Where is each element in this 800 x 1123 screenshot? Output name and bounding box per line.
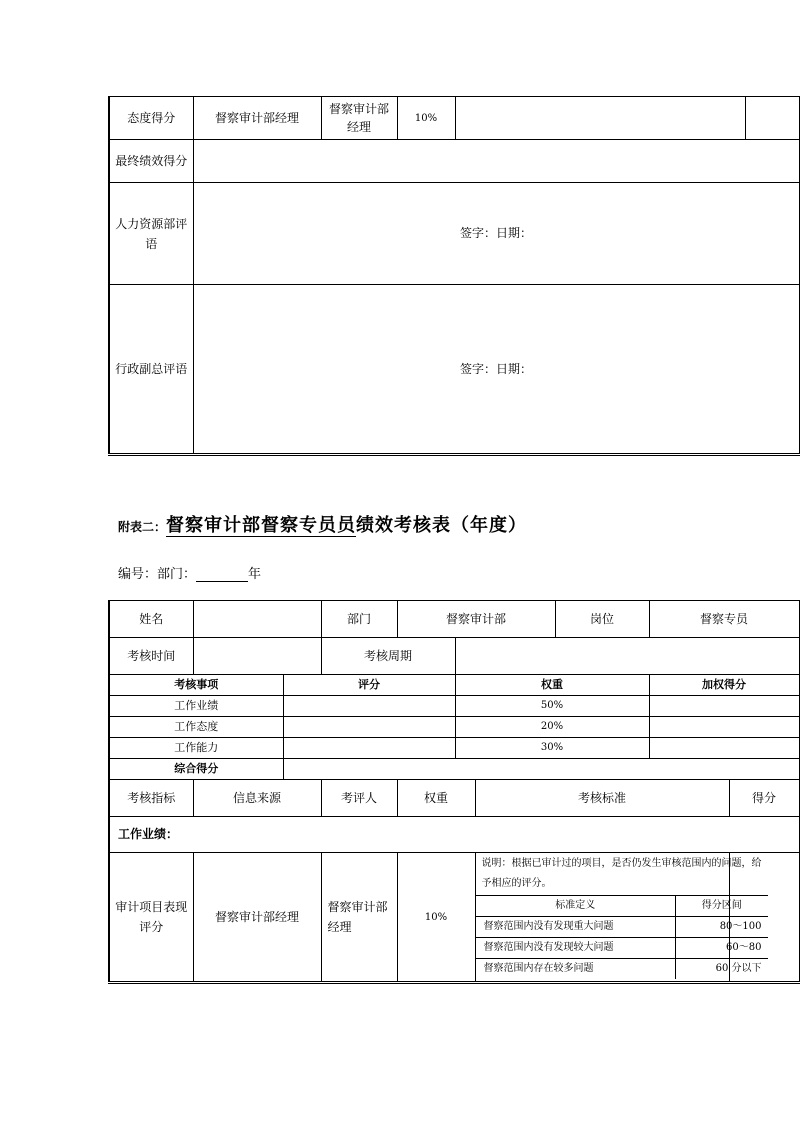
- summary-header-item: 考核事项: [109, 675, 283, 696]
- total-score-value: [283, 759, 799, 780]
- vp-signature: 签字：日期：: [193, 285, 799, 455]
- summary-score: [283, 717, 455, 738]
- std-range-header: 得分区间: [676, 895, 768, 916]
- std-range: 60 分以下: [676, 958, 768, 979]
- summary-header-weighted: 加权得分: [649, 675, 799, 696]
- std-def: 督察范围内没有发现较大问题: [476, 937, 676, 958]
- summary-weight: 50%: [455, 696, 649, 717]
- name-label: 姓名: [109, 601, 193, 638]
- attitude-rater: 督察审计部经理: [321, 97, 397, 140]
- audit-weight: 10%: [397, 853, 475, 983]
- audit-item-label: 审计项目表现评分: [109, 853, 193, 983]
- number-line: [118, 563, 261, 582]
- year-blank: [196, 567, 248, 582]
- audit-standard-cell: [475, 853, 762, 983]
- summary-item: 工作态度: [109, 717, 283, 738]
- standard-subtable: [476, 853, 768, 979]
- attitude-score-cell: [745, 97, 799, 140]
- source-header: 信息来源: [193, 780, 321, 817]
- dept-label: 部门: [321, 601, 397, 638]
- rater-header: 考评人: [321, 780, 397, 817]
- score-header: 得分: [729, 780, 799, 817]
- final-score-label: 最终绩效得分: [109, 140, 193, 183]
- time-label: 考核时间: [109, 638, 193, 675]
- std-def: 督察范围内存在较多问题: [476, 958, 676, 979]
- summary-item: 工作能力: [109, 738, 283, 759]
- attitude-weight: 10%: [397, 97, 455, 140]
- summary-weighted: [649, 738, 799, 759]
- year-label: 年: [248, 567, 262, 582]
- attitude-source: 督察审计部经理: [193, 97, 321, 140]
- std-def: 督察范围内没有发现重大问题: [476, 916, 676, 937]
- weight-header: 权重: [397, 780, 475, 817]
- summary-weighted: [649, 696, 799, 717]
- attitude-standard-cell: [455, 97, 745, 140]
- summary-weighted: [649, 717, 799, 738]
- std-range: 80～100: [676, 916, 768, 937]
- std-range: 60～80: [676, 937, 768, 958]
- audit-rater: 督察审计部经理: [321, 853, 397, 983]
- section-performance-label: 工作业绩：: [109, 817, 799, 853]
- summary-score: [283, 696, 455, 717]
- summary-weight: 30%: [455, 738, 649, 759]
- dept-value: 督察审计部: [397, 601, 555, 638]
- name-value: [193, 601, 321, 638]
- annual-evaluation-table: [108, 600, 800, 984]
- hr-comment-label: 人力资源部评语: [109, 183, 193, 285]
- period-value: [455, 638, 799, 675]
- hr-signature: 签字：日期：: [193, 183, 799, 285]
- period-label: 考核周期: [321, 638, 455, 675]
- summary-item: 工作业绩: [109, 696, 283, 717]
- vp-comment-label: 行政副总评语: [109, 285, 193, 455]
- attitude-score-label: 态度得分: [109, 97, 193, 140]
- audit-source: 督察审计部经理: [193, 853, 321, 983]
- post-value: 督察专员: [649, 601, 799, 638]
- title-underlined: 督察审计部督察专员员: [166, 515, 357, 536]
- top-evaluation-table: [108, 96, 800, 456]
- summary-header-weight: 权重: [455, 675, 649, 696]
- time-value: [193, 638, 321, 675]
- summary-header-score: 评分: [283, 675, 455, 696]
- total-score-label: 综合得分: [109, 759, 283, 780]
- standard-header: 考核标准: [475, 780, 729, 817]
- appendix-prefix: 附表二：: [118, 520, 167, 534]
- final-score-cell: [193, 140, 799, 183]
- standard-note: 说明：根据已审计过的项目，是否仍发生审核范围内的问题，给予相应的评分。: [476, 853, 768, 895]
- std-def-header: 标准定义: [476, 895, 676, 916]
- indicator-header: 考核指标: [109, 780, 193, 817]
- title-rest: 绩效考核表（年度）: [356, 515, 528, 536]
- summary-weight: 20%: [455, 717, 649, 738]
- form-heading: [118, 511, 798, 541]
- number-dept-label: 编号：部门：: [118, 567, 197, 582]
- post-label: 岗位: [555, 601, 649, 638]
- summary-score: [283, 738, 455, 759]
